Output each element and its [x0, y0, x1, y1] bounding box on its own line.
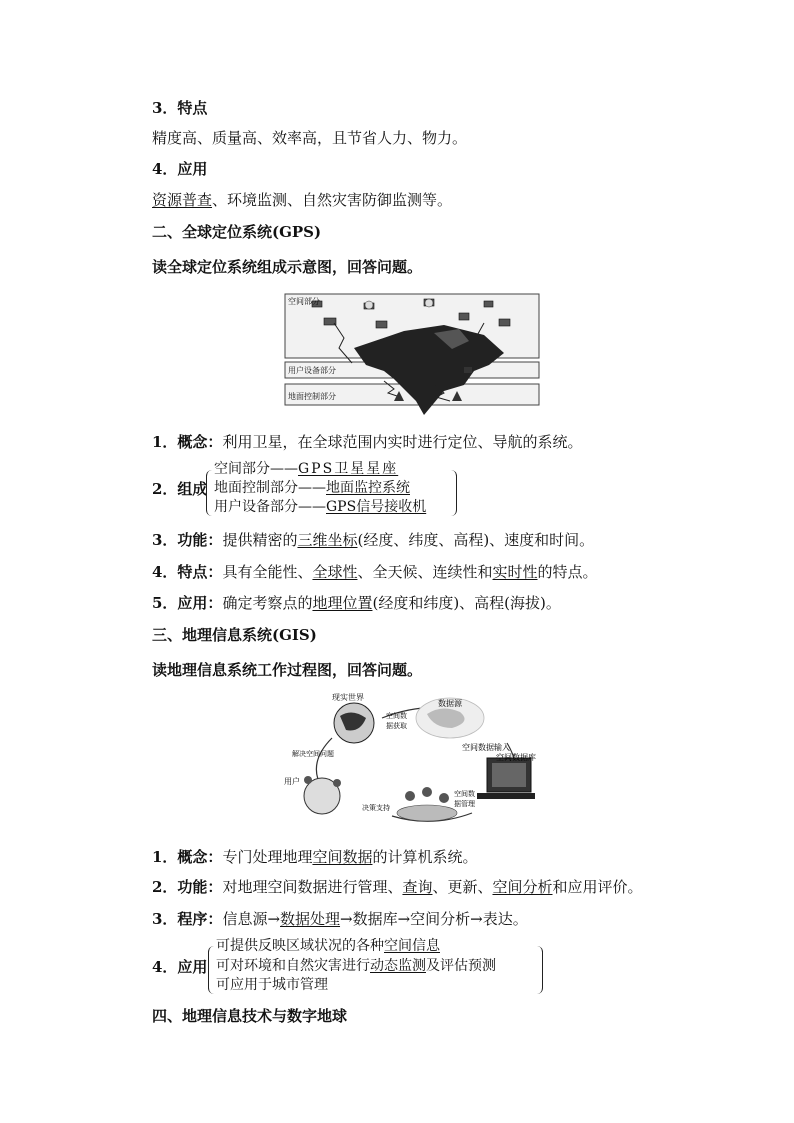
gis-heading: 三、地理信息系统(GIS)	[152, 626, 317, 644]
application-item: 可提供反映区域状况的各种空间信息	[216, 938, 440, 954]
gis-fig-database: 空间数据库	[496, 753, 536, 762]
gis-fig-real-world: 现实世界	[332, 693, 364, 702]
gps-heading: 二、全球定位系统(GPS)	[152, 223, 322, 241]
gis-fig-manage-1: 空间数	[454, 790, 475, 798]
gps-fig-space-label: 空间部分	[288, 297, 320, 306]
gps-feature: 4．特点：具有全能性、全球性、全天候、连续性和实时性的特点。	[152, 563, 598, 581]
gps-fig-ground-label: 地面控制部分	[288, 392, 336, 401]
section-4-title: 4．应用	[152, 160, 208, 178]
gis-fig-decision: 决策支持	[362, 804, 390, 812]
section-3-title: 3．特点	[152, 99, 208, 117]
gis-function: 2．功能：对地理空间数据进行管理、查询、更新、空间分析和应用评价。	[152, 878, 643, 896]
application-right-brace	[534, 946, 543, 994]
gis-fig-acquire-1: 空间数	[386, 712, 407, 720]
gis-procedure: 3．程序：信息源→数据处理→数据库→空间分析→表达。	[152, 910, 528, 928]
gis-fig-manage-2: 据管理	[454, 800, 475, 808]
gps-prompt: 读全球定位系统组成示意图，回答问题。	[152, 258, 423, 276]
gis-fig-source: 数据源	[438, 699, 462, 708]
gps-function: 3．功能：提供精密的三维坐标(经度、纬度、高程)、速度和时间。	[152, 531, 595, 549]
gis-fig-solve: 解决空间问题	[292, 750, 334, 758]
composition-item: 空间部分——GPS卫星星座	[214, 461, 399, 477]
composition-item: 地面控制部分——地面监控系统	[214, 480, 410, 496]
gis-application-label: 4．应用	[152, 958, 208, 976]
gps-application: 5．应用：确定考察点的地理位置(经度和纬度)、高程(海拔)。	[152, 594, 561, 612]
gps-figure	[284, 293, 540, 418]
gps-composition-label: 2．组成	[152, 480, 208, 498]
gis-fig-input: 空间数据输入	[462, 743, 510, 752]
gis-concept: 1．概念：专门处理地理空间数据的计算机系统。	[152, 848, 478, 866]
gis-fig-user: 用户	[284, 777, 300, 786]
gis-figure	[282, 688, 552, 834]
application-item: 可应用于城市管理	[216, 977, 328, 993]
composition-item: 用户设备部分——GPS信号接收机	[214, 499, 427, 515]
application-item: 可对环境和自然灾害进行动态监测及评估预测	[216, 958, 496, 974]
section-3-body: 精度高、质量高、效率高，且节省人力、物力。	[152, 129, 468, 147]
gps-concept: 1．概念：利用卫星，在全球范围内实时进行定位、导航的系统。	[152, 433, 583, 451]
section-4-body: 资源普查、环境监测、自然灾害防御监测等。	[152, 191, 453, 209]
gps-fig-user-label: 用户设备部分	[288, 366, 336, 375]
gis-fig-acquire-2: 据获取	[386, 722, 407, 730]
section-4-digital-earth-heading: 四、地理信息技术与数字地球	[152, 1007, 348, 1025]
composition-right-brace	[448, 470, 457, 516]
gis-prompt: 读地理信息系统工作过程图，回答问题。	[152, 661, 423, 679]
